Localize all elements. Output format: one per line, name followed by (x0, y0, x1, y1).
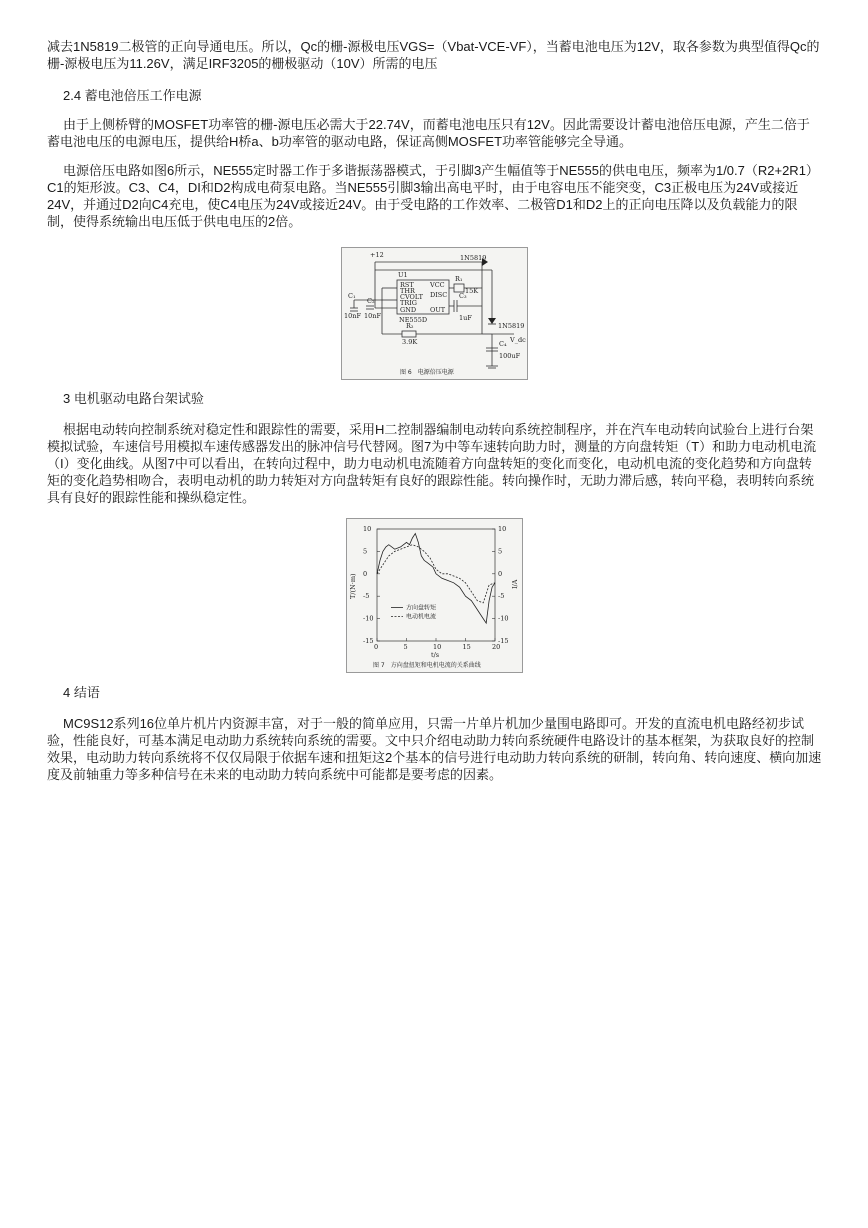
pin-out: OUT (430, 306, 446, 314)
top-paragraph: 减去1N5819二极管的正向导通电压。所以，Qc的栅-源极电压VGS=（Vbat-VCE-VF），当蓄电池电压为12V，取各参数为典型值得Qc的栅-源极电压为11.26V，满足IRF3205的栅极驱动（10V）所需的电压 (47, 39, 820, 71)
u1-label: U1 (398, 271, 408, 279)
c1-value: 10nF (344, 312, 361, 320)
y2-tick-label: -15 (498, 637, 509, 645)
c3-value: 1uF (459, 314, 472, 322)
diode-d2-icon (488, 318, 496, 324)
chart-y2label: I/A (511, 579, 519, 589)
ic-label: NE555D (399, 316, 428, 324)
d1-label: 1N5819 (460, 254, 487, 262)
x-tick-label: 10 (433, 643, 442, 651)
r2-label: R₂ (406, 322, 414, 330)
vin-label: +12 (370, 251, 384, 259)
circuit-diagram (342, 248, 527, 379)
chart-ylabel: T/(N·m) (349, 573, 357, 599)
r1-label: R₁ (455, 275, 463, 283)
r2-value: 3.9K (402, 338, 418, 346)
c2-label: C₂ (367, 297, 375, 305)
y-tick-label: 5 (363, 547, 368, 556)
chart-svg (347, 519, 522, 672)
c2-value: 10nF (364, 312, 381, 320)
y2-tick-label: -10 (498, 614, 509, 623)
y-tick-label: 10 (363, 525, 372, 533)
vout-label: V_dc (510, 336, 526, 344)
pin-vcc: VCC (430, 281, 445, 289)
x-tick-label: 15 (462, 643, 471, 651)
plot-frame (377, 529, 495, 641)
section-2-4-paragraph-2: 电源倍压电路如图6所示，NE555定时器工作于多谐振荡器模式，于引脚3产生幅值等于NE555的供电电压，频率为1/0.7（R2+2R1）C1的矩形波。C3、C4，DI和D2构成电荷泵电路。当NE555引脚3输出高电平时，由于电容电压不能突变，C3正极电压为24V或接近24V，并通过D2向C4充电，使C4电压为24V或接近24V。由于受电路的工作效率、二极管D1和D2上的正向电压降以及负载能力的限制，使得系统输出电压低于供电电压的2倍。 (47, 163, 819, 229)
y2-tick-label: 10 (498, 525, 507, 533)
y-tick-label: -5 (363, 592, 370, 601)
y-tick-label: -10 (363, 614, 374, 623)
section-4-paragraph: MC9S12系列16位单片机片内资源丰富，对于一般的简单应用，只需一片单片机加少量围电路即可。开发的直流电机电路经初步试验，性能良好，可基本满足电动助力系统转向系统的需要。文中只介绍电动助力转向系统硬件电路设计的基本框架，为获取良好的控制效果，电动助力转向系统将不仅仅局限于依据车速和扭矩这2个基本的信号进行电动助力转向系统的研制，转向角、转向速度、横向加速度及前轴重力等多种信号在未来的电动助力转向系统中可能都是要考虑的因素。 (47, 716, 822, 782)
figure-6-caption: 图 6 电源倍压电源 (400, 369, 454, 376)
y2-tick-label: 5 (498, 547, 503, 556)
y-tick-label: -15 (363, 637, 374, 645)
section-heading-3: 3 电机驱动电路台架试验 (63, 391, 204, 406)
section-3-paragraph: 根据电动转向控制系统对稳定性和跟踪性的需要，采用H二控制器编制电动转向系统控制程序，并在汽车电动转向试验台上进行台架模拟试验，车速信号用模拟车速传感器发出的脉冲信号代替网。图7为中等车速转向助力时，测量的方向盘转矩（T）和助力电动机电流（I）变化曲线。从图7中可以看出，在转向过程中，助力电动机电流随着方向盘转矩的变化而变化，电动机电流的变化趋势和方向盘转矩的变化趋势相吻合，表明电动机的助力转矩对方向盘转矩有良好的跟踪性能。转向操作时，无助力滞后感，转向平稳，表明转向系统具有良好的跟踪性能和操纵稳定性。 (47, 422, 817, 505)
pin-rst: RST (400, 281, 414, 289)
d2-label: 1N5819 (498, 322, 525, 330)
figure-7-caption: 图 7 方向盘扭矩和电机电流的关系曲线 (373, 662, 481, 669)
x-tick-label: 0 (374, 643, 379, 651)
r1-value: 15K (465, 287, 479, 295)
x-tick-label: 5 (403, 643, 408, 651)
legend-label-2: 电动机电流 (406, 613, 437, 621)
section-heading-4: 4 结语 (63, 685, 100, 700)
pin-cvolt: CVOLT (400, 293, 424, 301)
c3-label: C₃ (459, 292, 467, 300)
pin-gnd: GND (400, 306, 417, 314)
pin-disc: DISC (430, 291, 448, 299)
pin-trig: TRIG (400, 299, 417, 307)
c4-value: 100uF (499, 352, 521, 360)
c4-label: C₄ (499, 340, 507, 348)
x-tick-label: 20 (492, 643, 501, 651)
figure-7-chart (346, 518, 523, 673)
section-2-4-paragraph-1: 由于上侧桥臂的MOSFET功率管的栅-源电压必需大于22.74V，而蓄电池电压只有12V。因此需要设计蓄电池倍压电源，产生二倍于蓄电池电压的电源电压，提供给H桥a、b功率管的驱动电路，保证高侧MOSFET功率管能够完全导通。 (47, 117, 810, 149)
figure-6-circuit (341, 247, 528, 380)
chart-xlabel: t/s (431, 651, 440, 659)
pin-thr: THR (400, 287, 415, 295)
section-heading-2-4: 2.4 蓄电池倍压工作电源 (63, 88, 202, 103)
y2-tick-label: -5 (498, 592, 505, 601)
c1-label: C₁ (348, 292, 356, 300)
legend-label-1: 方向盘转矩 (406, 604, 437, 612)
y2-tick-label: 0 (498, 569, 503, 578)
y-tick-label: 0 (363, 569, 368, 578)
